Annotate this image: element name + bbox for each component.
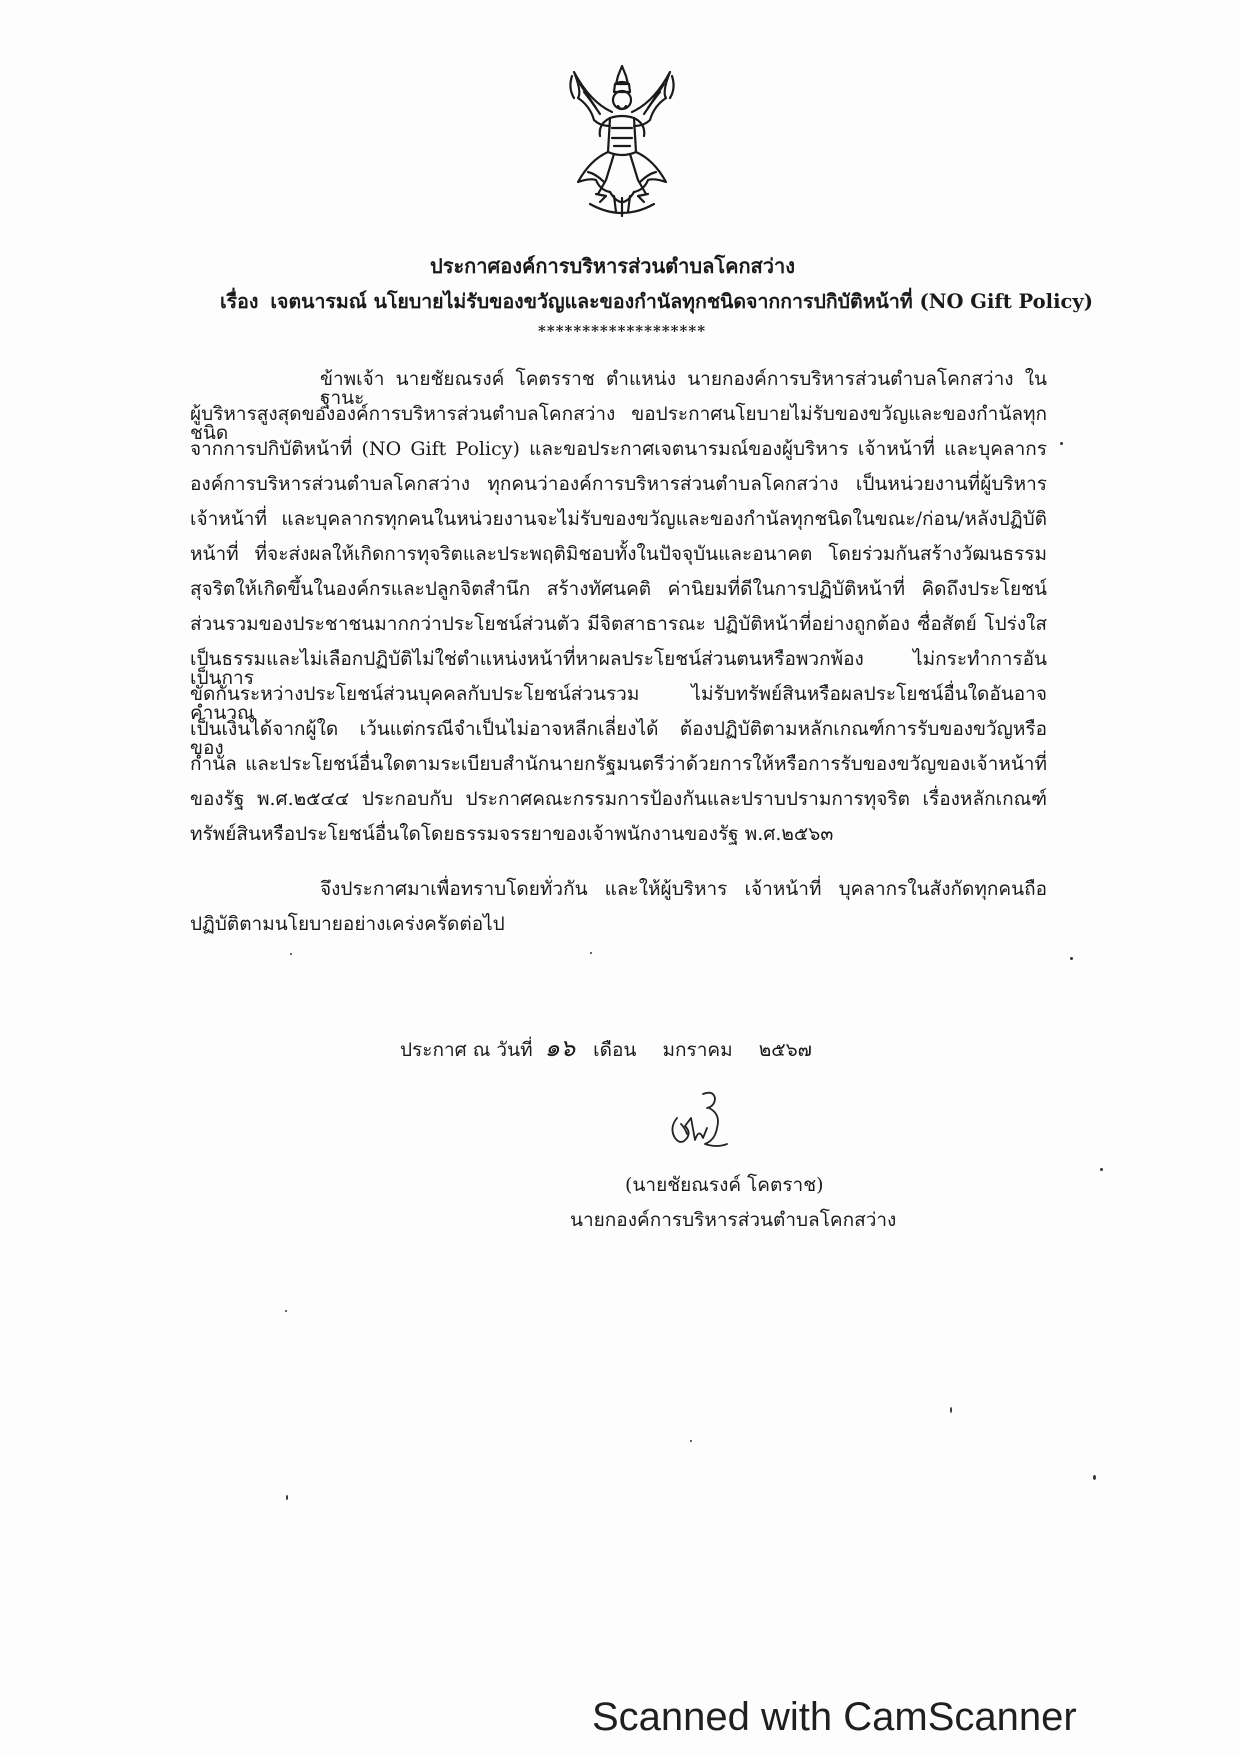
body-line: เป็นธรรมและไม่เลือกปฏิบัติไม่ใช่ตำแหน่งหน้าที่หาผลประโยชน์ส่วนตนหรือพวกพ้อง ไม่กระทำการอันเป็นการ	[190, 648, 1047, 689]
date-day-handwritten: ๑๖	[544, 1034, 576, 1062]
body-line: ทรัพย์สินหรือประโยชน์อื่นใดโดยธรรมจรรยาของเจ้าพนักงานของรัฐ พ.ศ.๒๕๖๓	[190, 823, 834, 845]
document-subject	[220, 286, 1093, 317]
date-month: มกราคม	[662, 1039, 733, 1061]
subject-label: เรื่อง	[220, 290, 259, 313]
garuda-emblem-icon	[560, 62, 685, 222]
scan-speck	[1100, 1168, 1103, 1171]
body-line: เป็นเงินได้จากผู้ใด เว้นแต่กรณีจำเป็นไม่อาจหลีกเลี่ยงได้ ต้องปฏิบัติตามหลักเกณฑ์การรับของขวัญหรือของ	[190, 718, 1047, 759]
announcement-date	[400, 1028, 812, 1067]
date-month-label: เดือน	[593, 1039, 637, 1061]
body-line: กำนัล และประโยชน์อื่นใดตามระเบียบสำนักนายกรัฐมนตรีว่าด้วยการให้หรือการรับของขวัญของเจ้าหน้าที่	[190, 753, 1047, 775]
body-line: ของรัฐ พ.ศ.๒๕๔๔ ประกอบกับ ประกาศคณะกรรมการป้องกันและปราบปรามการทุจริต เรื่องหลักเกณฑ์	[190, 788, 1047, 810]
scan-speck	[1060, 442, 1063, 445]
closing-line: ปฏิบัติตามนโยบายอย่างเคร่งครัดต่อไป	[190, 913, 505, 935]
scan-speck	[290, 953, 292, 955]
body-line: ส่วนรวมของประชาชนมากกว่าประโยชน์ส่วนตัว มีจิตสาธารณะ ปฏิบัติหน้าที่อย่างถูกต้อง ซื่อสัตย์ โปร่งใส	[190, 613, 1047, 635]
subject-text: เจตนารมณ์ นโยบายไม่รับของขวัญและของกำนัลทุกชนิดจากการปกิบัติหน้าที่ (NO Gift Policy)	[270, 290, 1093, 313]
closing-line: จึงประกาศมาเพื่อทราบโดยทั่วกัน และให้ผู้บริหาร เจ้าหน้าที่ บุคลากรในสังกัดทุกคนถือ	[320, 878, 1047, 900]
signer-name: (นายชัยณรงค์ โคตราช)	[625, 1174, 824, 1196]
body-line: ผู้บริหารสูงสุดขององค์การบริหารส่วนตำบลโคกสว่าง ขอประกาศนโยบายไม่รับของขวัญและของกำนัลทุกชนิด	[190, 403, 1047, 444]
body-line: สุจริตให้เกิดขึ้นในองค์กรและปลูกจิตสำนึก สร้างทัศนคติ ค่านิยมที่ดีในการปฏิบัติหน้าที่ คิดถึงประโยชน์	[190, 578, 1047, 600]
scan-speck	[1070, 957, 1073, 960]
scan-speck	[1093, 1475, 1096, 1480]
body-line: ขัดกันระหว่างประโยชน์ส่วนบุคคลกับประโยชน์ส่วนรวม ไม่รับทรัพย์สินหรือผลประโยชน์อื่นใดอันอาจคำนวณ	[190, 683, 1047, 724]
body-line: เจ้าหน้าที่ และบุคลากรทุกคนในหน่วยงานจะไม่รับของขวัญและของกำนัลทุกชนิดในขณะ/ก่อน/หลังปฏิบัติ	[190, 508, 1047, 530]
scan-speck	[286, 1495, 288, 1500]
scan-speck	[690, 1440, 692, 1442]
signer-title: นายกองค์การบริหารส่วนตำบลโคกสว่าง	[570, 1209, 897, 1231]
scan-speck	[950, 1407, 952, 1413]
scan-speck	[285, 1310, 287, 1312]
date-prefix: ประกาศ ณ วันที่	[400, 1039, 533, 1061]
separator-stars: *******************	[538, 322, 707, 340]
handwritten-signature-icon	[665, 1088, 735, 1156]
body-line: จากการปกิบัติหน้าที่ (NO Gift Policy) และขอประกาศเจตนารมณ์ของผู้บริหาร เจ้าหน้าที่ และบุคลากร	[190, 438, 1047, 460]
camscanner-watermark: Scanned with CamScanner	[592, 1695, 1077, 1739]
body-line: หน้าที่ ที่จะส่งผลให้เกิดการทุจริตและประพฤติมิชอบทั้งในปัจจุบันและอนาคต โดยร่วมกันสร้างวัฒนธรรม	[190, 543, 1047, 565]
date-year: ๒๕๖๗	[758, 1039, 812, 1061]
body-line: องค์การบริหารส่วนตำบลโคกสว่าง ทุกคนว่าองค์การบริหารส่วนตำบลโคกสว่าง เป็นหน่วยงานที่ผู้บริหาร	[190, 473, 1047, 495]
body-line: ข้าพเจ้า นายชัยณรงค์ โคตรราช ตำแหน่ง นายกองค์การบริหารส่วนตำบลโคกสว่าง ในฐานะ	[320, 368, 1047, 409]
document-title: ประกาศองค์การบริหารส่วนตำบลโคกสว่าง	[430, 254, 795, 278]
scan-speck	[590, 952, 592, 954]
